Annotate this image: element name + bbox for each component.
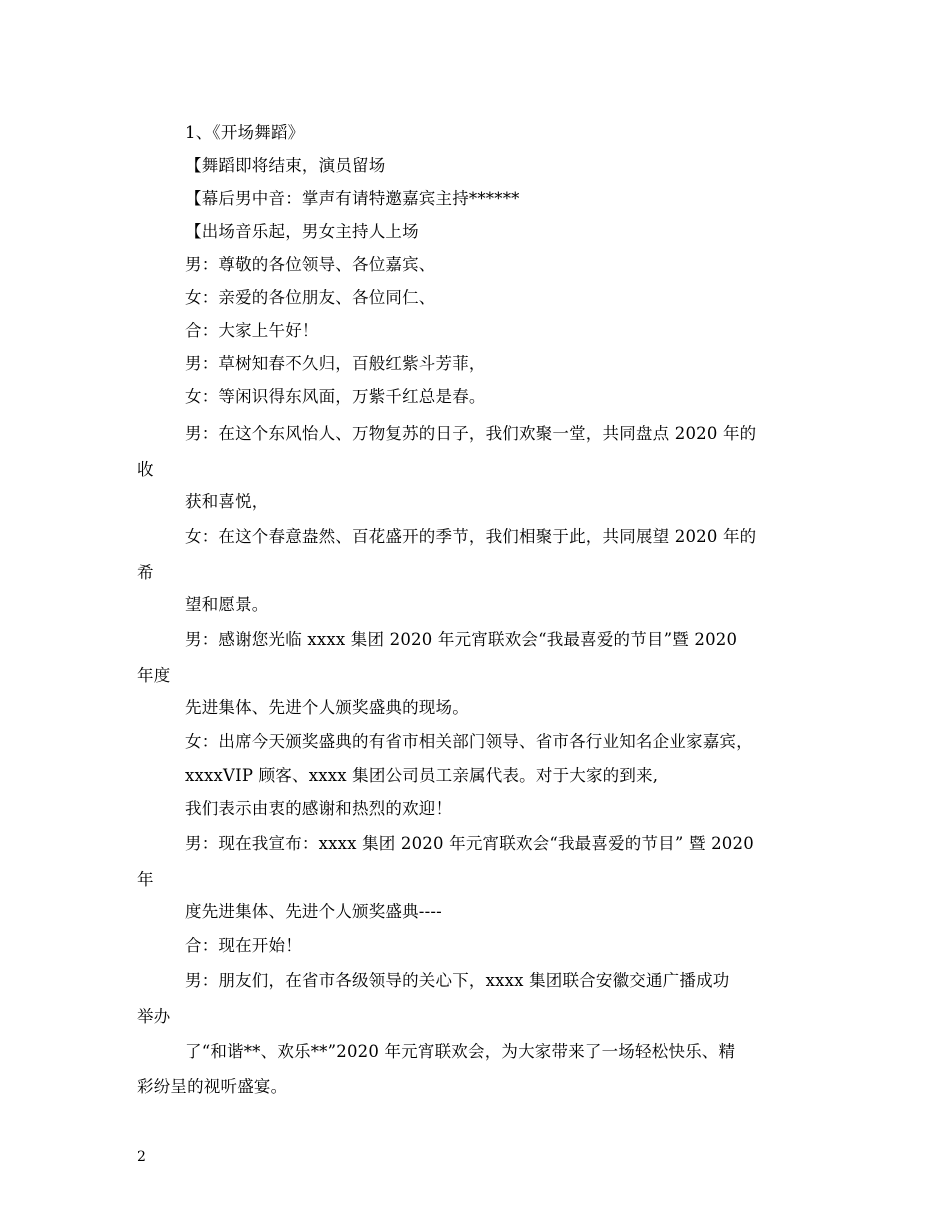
- text-line: 望和愿景。: [185, 595, 269, 614]
- text-line: 年度: [137, 666, 171, 685]
- text-line: 女：等闲识得东风面，万紫千红总是春。: [185, 387, 486, 406]
- text-line: 男：感谢您光临 xxxx 集团 2020 年元宵联欢会“我最喜爱的节目”暨 2020: [185, 630, 738, 649]
- text-line: 举办: [137, 1007, 171, 1026]
- page-number: 2: [137, 1149, 146, 1165]
- text-line: 获和喜悦，: [185, 492, 269, 511]
- text-line: xxxxVIP 顾客、xxxx 集团公司员工亲属代表。对于大家的到来,: [185, 766, 659, 785]
- text-line: 女：在这个春意盎然、百花盛开的季节，我们相聚于此，共同展望 2020 年的: [185, 527, 757, 546]
- text-line: 1、《开场舞蹈》: [185, 123, 305, 142]
- text-line: 【舞蹈即将结束，演员留场: [185, 156, 386, 175]
- text-line: 合：现在开始！: [185, 936, 302, 955]
- text-line: 彩纷呈的视听盛宴。: [137, 1077, 288, 1096]
- text-line: 男：现在我宣布：xxxx 集团 2020 年元宵联欢会“我最喜爱的节目” 暨 2020: [185, 834, 754, 853]
- text-line: 男：尊敬的各位领导、各位嘉宾、: [185, 255, 436, 274]
- text-line: 合：大家上午好！: [185, 321, 319, 340]
- text-line: 希: [137, 563, 154, 582]
- text-line: 年: [137, 870, 154, 889]
- text-line: 女：亲爱的各位朋友、各位同仁、: [185, 288, 436, 307]
- text-line: 男：草树知春不久归，百般红紫斗芳菲，: [185, 354, 486, 373]
- text-line: 男：朋友们，在省市各级领导的关心下，xxxx 集团联合安徽交通广播成功: [185, 971, 730, 990]
- text-line: 了“和谐**、欢乐**”2020 年元宵联欢会，为大家带来了一场轻松快乐、精: [185, 1042, 736, 1061]
- text-line: 我们表示由衷的感谢和热烈的欢迎！: [185, 799, 453, 818]
- text-line: 收: [137, 460, 154, 479]
- text-line: 女：出席今天颁奖盛典的有省市相关部门领导、省市各行业知名企业家嘉宾，: [185, 732, 753, 751]
- text-line: 男：在这个东风怡人、万物复苏的日子，我们欢聚一堂，共同盘点 2020 年的: [185, 424, 757, 443]
- text-line: 度先进集体、先进个人颁奖盛典----: [185, 902, 442, 921]
- text-line: 【幕后男中音：掌声有请特邀嘉宾主持******: [185, 189, 520, 208]
- text-line: 先进集体、先进个人颁奖盛典的现场。: [185, 698, 469, 717]
- text-line: 【出场音乐起，男女主持人上场: [185, 222, 419, 241]
